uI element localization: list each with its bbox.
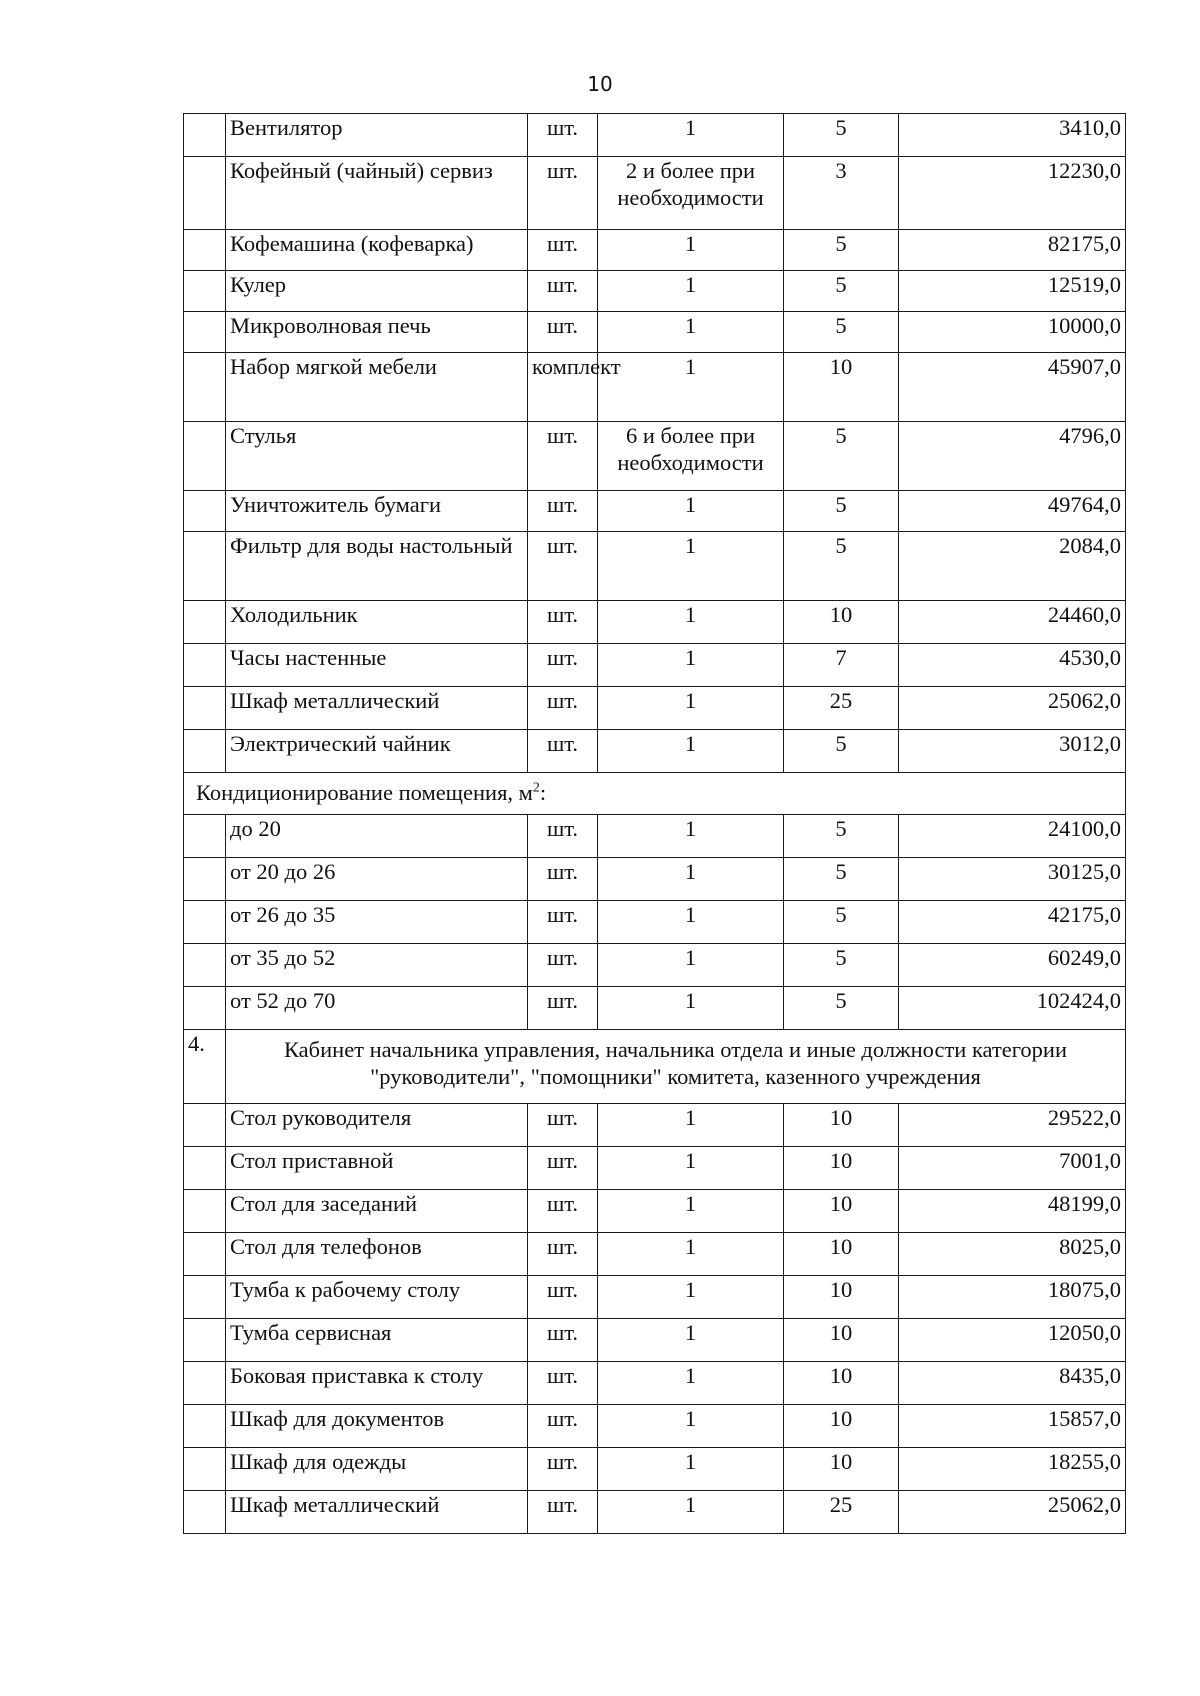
unit-cell: шт.	[528, 271, 598, 312]
price-cell: 42175,0	[899, 901, 1126, 944]
row-number-cell	[184, 1190, 226, 1233]
price-cell: 12519,0	[899, 271, 1126, 312]
price-cell: 60249,0	[899, 944, 1126, 987]
quantity-cell: 1	[598, 1405, 784, 1448]
table-row	[184, 1448, 1126, 1491]
row-number-cell	[184, 230, 226, 271]
item-name-cell: Шкаф металлический	[226, 687, 528, 730]
unit-cell: шт.	[528, 1233, 598, 1276]
row-number-cell	[184, 353, 226, 422]
unit-cell: шт.	[528, 1405, 598, 1448]
item-name-cell: Часы настенные	[226, 644, 528, 687]
row-number-cell	[184, 1448, 226, 1491]
item-name-cell: Стулья	[226, 422, 528, 491]
unit-cell: шт.	[528, 1104, 598, 1147]
table-row	[184, 157, 1126, 230]
unit-cell: шт.	[528, 1147, 598, 1190]
quantity-cell: 1	[598, 815, 784, 858]
row-number-cell	[184, 491, 226, 532]
table-row	[184, 1319, 1126, 1362]
section-row-conditioning	[184, 773, 1126, 815]
section-conditioning-suffix: :	[539, 780, 547, 805]
item-name-cell: Шкаф для одежды	[226, 1448, 528, 1491]
table-row	[184, 1233, 1126, 1276]
quantity-cell: 1	[598, 230, 784, 271]
price-cell: 18075,0	[899, 1276, 1126, 1319]
row-number-cell	[184, 114, 226, 157]
unit-cell: шт.	[528, 730, 598, 773]
price-cell: 24460,0	[899, 601, 1126, 644]
service-life-cell: 25	[784, 687, 899, 730]
table-row	[184, 353, 1126, 422]
service-life-cell: 5	[784, 230, 899, 271]
price-cell: 12230,0	[899, 157, 1126, 230]
service-life-cell: 25	[784, 1491, 899, 1534]
service-life-cell: 5	[784, 944, 899, 987]
row-number-cell	[184, 858, 226, 901]
service-life-cell: 10	[784, 1448, 899, 1491]
service-life-cell: 5	[784, 312, 899, 353]
service-life-cell: 10	[784, 1276, 899, 1319]
row-number-cell	[184, 157, 226, 230]
item-name-cell: Фильтр для воды настольный	[226, 532, 528, 601]
quantity-cell: 1	[598, 491, 784, 532]
item-name-cell: Кофемашина (кофеварка)	[226, 230, 528, 271]
price-cell: 12050,0	[899, 1319, 1126, 1362]
section-4-title: Кабинет начальника управления, начальника отдела и иные должности категории "руководители", "помощники" комитета, казенного учреждения	[226, 1030, 1126, 1104]
unit-cell: шт.	[528, 815, 598, 858]
service-life-cell: 5	[784, 491, 899, 532]
price-cell: 82175,0	[899, 230, 1126, 271]
item-name-cell: Холодильник	[226, 601, 528, 644]
price-cell: 8025,0	[899, 1233, 1126, 1276]
table-row	[184, 987, 1126, 1030]
price-cell: 8435,0	[899, 1362, 1126, 1405]
item-name-cell: от 26 до 35	[226, 901, 528, 944]
service-life-cell: 10	[784, 1190, 899, 1233]
unit-cell: шт.	[528, 687, 598, 730]
quantity-cell: 1	[598, 271, 784, 312]
table-row	[184, 644, 1126, 687]
service-life-cell: 5	[784, 815, 899, 858]
item-name-cell: Шкаф для документов	[226, 1405, 528, 1448]
row-number-cell	[184, 644, 226, 687]
equipment-table	[183, 113, 1126, 1534]
unit-cell: шт.	[528, 1448, 598, 1491]
item-name-cell: Боковая приставка к столу	[226, 1362, 528, 1405]
table-row	[184, 491, 1126, 532]
row-number-cell	[184, 1276, 226, 1319]
unit-cell: шт.	[528, 422, 598, 491]
service-life-cell: 5	[784, 730, 899, 773]
row-number-cell	[184, 532, 226, 601]
price-cell: 10000,0	[899, 312, 1126, 353]
price-cell: 49764,0	[899, 491, 1126, 532]
row-number-cell	[184, 1233, 226, 1276]
row-number-cell	[184, 687, 226, 730]
row-number-cell	[184, 815, 226, 858]
item-name-cell: Стол руководителя	[226, 1104, 528, 1147]
price-cell: 4530,0	[899, 644, 1126, 687]
item-name-cell: Тумба сервисная	[226, 1319, 528, 1362]
section-conditioning-text: Кондиционирование помещения, м	[196, 780, 533, 805]
price-cell: 18255,0	[899, 1448, 1126, 1491]
row-number-cell	[184, 1104, 226, 1147]
table-body-furniture-appliances	[184, 114, 1126, 773]
quantity-cell: 1	[598, 644, 784, 687]
quantity-cell: 1	[598, 944, 784, 987]
table-row	[184, 944, 1126, 987]
item-name-cell: от 35 до 52	[226, 944, 528, 987]
unit-cell: шт.	[528, 944, 598, 987]
row-number-cell	[184, 312, 226, 353]
quantity-cell: 1	[598, 1190, 784, 1233]
table-row	[184, 815, 1126, 858]
service-life-cell: 5	[784, 114, 899, 157]
unit-cell: шт.	[528, 1491, 598, 1534]
item-name-cell: Набор мягкой мебели	[226, 353, 528, 422]
row-number-cell	[184, 901, 226, 944]
service-life-cell: 10	[784, 1147, 899, 1190]
quantity-cell: 1	[598, 353, 784, 422]
row-number-cell	[184, 1362, 226, 1405]
price-cell: 3410,0	[899, 114, 1126, 157]
table-row	[184, 114, 1126, 157]
item-name-cell: Стол приставной	[226, 1147, 528, 1190]
quantity-cell: 1	[598, 858, 784, 901]
quantity-cell: 1	[598, 532, 784, 601]
table-body-conditioning-rows	[184, 815, 1126, 1030]
quantity-cell: 1	[598, 312, 784, 353]
table-row	[184, 271, 1126, 312]
unit-cell: шт.	[528, 157, 598, 230]
row-number-cell	[184, 730, 226, 773]
service-life-cell: 10	[784, 601, 899, 644]
unit-cell: шт.	[528, 987, 598, 1030]
table-row	[184, 1190, 1126, 1233]
price-cell: 25062,0	[899, 687, 1126, 730]
unit-cell: шт.	[528, 901, 598, 944]
section-4-number: 4.	[184, 1030, 226, 1104]
unit-cell: шт.	[528, 491, 598, 532]
table-row	[184, 532, 1126, 601]
table-row	[184, 1276, 1126, 1319]
table-body-manager-office	[184, 1104, 1126, 1534]
quantity-cell: 1	[598, 987, 784, 1030]
unit-cell: шт.	[528, 858, 598, 901]
quantity-cell: 6 и более при необходимости	[598, 422, 784, 491]
table-row	[184, 901, 1126, 944]
service-life-cell: 5	[784, 858, 899, 901]
quantity-cell: 1	[598, 1276, 784, 1319]
price-cell: 15857,0	[899, 1405, 1126, 1448]
table-row	[184, 1491, 1126, 1534]
item-name-cell: Электрический чайник	[226, 730, 528, 773]
price-cell: 30125,0	[899, 858, 1126, 901]
price-cell: 45907,0	[899, 353, 1126, 422]
unit-cell: комплект	[528, 353, 598, 422]
unit-cell: шт.	[528, 114, 598, 157]
quantity-cell: 1	[598, 687, 784, 730]
service-life-cell: 10	[784, 1233, 899, 1276]
service-life-cell: 5	[784, 271, 899, 312]
service-life-cell: 7	[784, 644, 899, 687]
unit-cell: шт.	[528, 230, 598, 271]
service-life-cell: 3	[784, 157, 899, 230]
table-row	[184, 1362, 1126, 1405]
unit-cell: шт.	[528, 644, 598, 687]
row-number-cell	[184, 944, 226, 987]
item-name-cell: Стол для заседаний	[226, 1190, 528, 1233]
service-life-cell: 10	[784, 353, 899, 422]
section-row-4	[184, 1030, 1126, 1104]
item-name-cell: Шкаф металлический	[226, 1491, 528, 1534]
table-row	[184, 312, 1126, 353]
quantity-cell: 1	[598, 1448, 784, 1491]
table-row	[184, 730, 1126, 773]
table-row	[184, 1104, 1126, 1147]
quantity-cell: 1	[598, 1147, 784, 1190]
unit-cell: шт.	[528, 1319, 598, 1362]
unit-cell: шт.	[528, 1276, 598, 1319]
price-cell: 3012,0	[899, 730, 1126, 773]
unit-cell: шт.	[528, 1190, 598, 1233]
price-cell: 29522,0	[899, 1104, 1126, 1147]
table-body-section-4-header	[184, 1030, 1126, 1104]
table-row	[184, 1405, 1126, 1448]
service-life-cell: 10	[784, 1405, 899, 1448]
quantity-cell: 1	[598, 601, 784, 644]
price-cell: 4796,0	[899, 422, 1126, 491]
table-row	[184, 230, 1126, 271]
quantity-cell: 1	[598, 1233, 784, 1276]
service-life-cell: 10	[784, 1104, 899, 1147]
table-body-conditioning-section	[184, 773, 1126, 815]
unit-cell: шт.	[528, 312, 598, 353]
item-name-cell: Вентилятор	[226, 114, 528, 157]
quantity-cell: 1	[598, 1104, 784, 1147]
row-number-cell	[184, 987, 226, 1030]
item-name-cell: от 20 до 26	[226, 858, 528, 901]
item-name-cell: Кофейный (чайный) сервиз	[226, 157, 528, 230]
item-name-cell: Кулер	[226, 271, 528, 312]
service-life-cell: 10	[784, 1319, 899, 1362]
item-name-cell: Тумба к рабочему столу	[226, 1276, 528, 1319]
item-name-cell: от 52 до 70	[226, 987, 528, 1030]
table-row	[184, 687, 1126, 730]
row-number-cell	[184, 1405, 226, 1448]
quantity-cell: 1	[598, 1319, 784, 1362]
price-cell: 2084,0	[899, 532, 1126, 601]
page-number: 10	[587, 72, 613, 96]
item-name-cell: Микроволновая печь	[226, 312, 528, 353]
service-life-cell: 5	[784, 987, 899, 1030]
price-cell: 7001,0	[899, 1147, 1126, 1190]
table-row	[184, 422, 1126, 491]
item-name-cell: Уничтожитель бумаги	[226, 491, 528, 532]
row-number-cell	[184, 601, 226, 644]
quantity-cell: 1	[598, 1362, 784, 1405]
quantity-cell: 1	[598, 901, 784, 944]
quantity-cell: 1	[598, 114, 784, 157]
row-number-cell	[184, 1319, 226, 1362]
item-name-cell: Стол для телефонов	[226, 1233, 528, 1276]
price-cell: 25062,0	[899, 1491, 1126, 1534]
price-cell: 102424,0	[899, 987, 1126, 1030]
quantity-cell: 1	[598, 730, 784, 773]
item-name-cell: до 20	[226, 815, 528, 858]
service-life-cell: 5	[784, 901, 899, 944]
price-cell: 24100,0	[899, 815, 1126, 858]
row-number-cell	[184, 1147, 226, 1190]
row-number-cell	[184, 271, 226, 312]
table-row	[184, 858, 1126, 901]
section-label-conditioning	[184, 773, 1126, 815]
price-cell: 48199,0	[899, 1190, 1126, 1233]
row-number-cell	[184, 1491, 226, 1534]
unit-cell: шт.	[528, 1362, 598, 1405]
service-life-cell: 10	[784, 1362, 899, 1405]
quantity-cell: 2 и более при необходимости	[598, 157, 784, 230]
section-conditioning-superscript: 2	[532, 780, 540, 796]
service-life-cell: 5	[784, 422, 899, 491]
table-row	[184, 601, 1126, 644]
service-life-cell: 5	[784, 532, 899, 601]
unit-cell: шт.	[528, 532, 598, 601]
table-row	[184, 1147, 1126, 1190]
unit-cell: шт.	[528, 601, 598, 644]
quantity-cell: 1	[598, 1491, 784, 1534]
row-number-cell	[184, 422, 226, 491]
